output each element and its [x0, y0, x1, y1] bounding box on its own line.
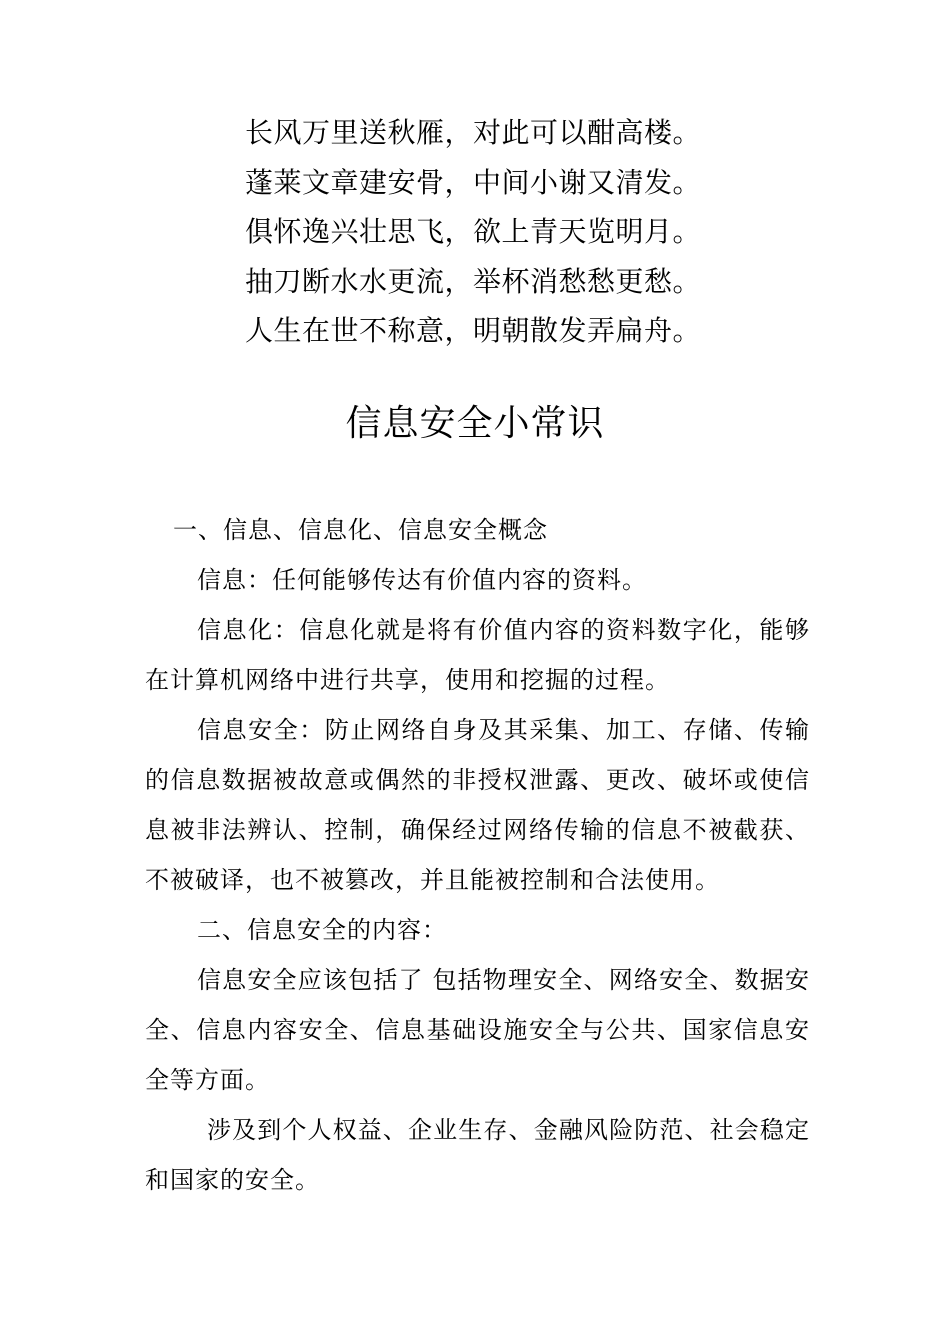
- paragraph-security-contents: 信息安全应该包括了 包括物理安全、网络安全、数据安全、信息内容安全、信息基础设施安全与公共、国家信息安全等方面。: [145, 966, 810, 1094]
- definition-information-security: 信息安全：防止网络自身及其采集、加工、存储、传输的信息数据被故意或偶然的非授权泄露、更改、破坏或使信息被非法辨认、控制，确保经过网络传输的信息不被截获、不被破译，也不被篡改，并且能被控制和合法使用。: [145, 716, 810, 894]
- article-title: 信息安全小常识: [345, 403, 605, 444]
- poem-line: 蓬莱文章建安骨，中间小谢又清发。: [245, 165, 702, 199]
- poem-block: [245, 108, 765, 356]
- poem-line: 抽刀断水水更流，举杯消愁愁更愁。: [245, 264, 702, 298]
- section-heading-concepts: 一、信息、信息化、信息安全概念: [173, 516, 548, 544]
- section-heading-contents: 二、信息安全的内容：: [197, 916, 447, 944]
- definition-informatization: 信息化：信息化就是将有价值内容的资料数字化，能够在计算机网络中进行共享，使用和挖掘的过程。: [145, 616, 810, 694]
- poem-line: 长风万里送秋雁，对此可以酣高楼。: [245, 116, 702, 149]
- article-body: [145, 505, 810, 1205]
- definition-information: 信息：任何能够传达有价值内容的资料。: [197, 566, 647, 594]
- poem-line: 俱怀逸兴壮思飞，欲上青天览明月。: [245, 215, 702, 248]
- paragraph-security-scope: 涉及到个人权益、企业生存、金融风险防范、社会稳定和国家的安全。: [145, 1116, 810, 1194]
- poem-line: 人生在世不称意，明朝散发弄扁舟。: [245, 314, 702, 347]
